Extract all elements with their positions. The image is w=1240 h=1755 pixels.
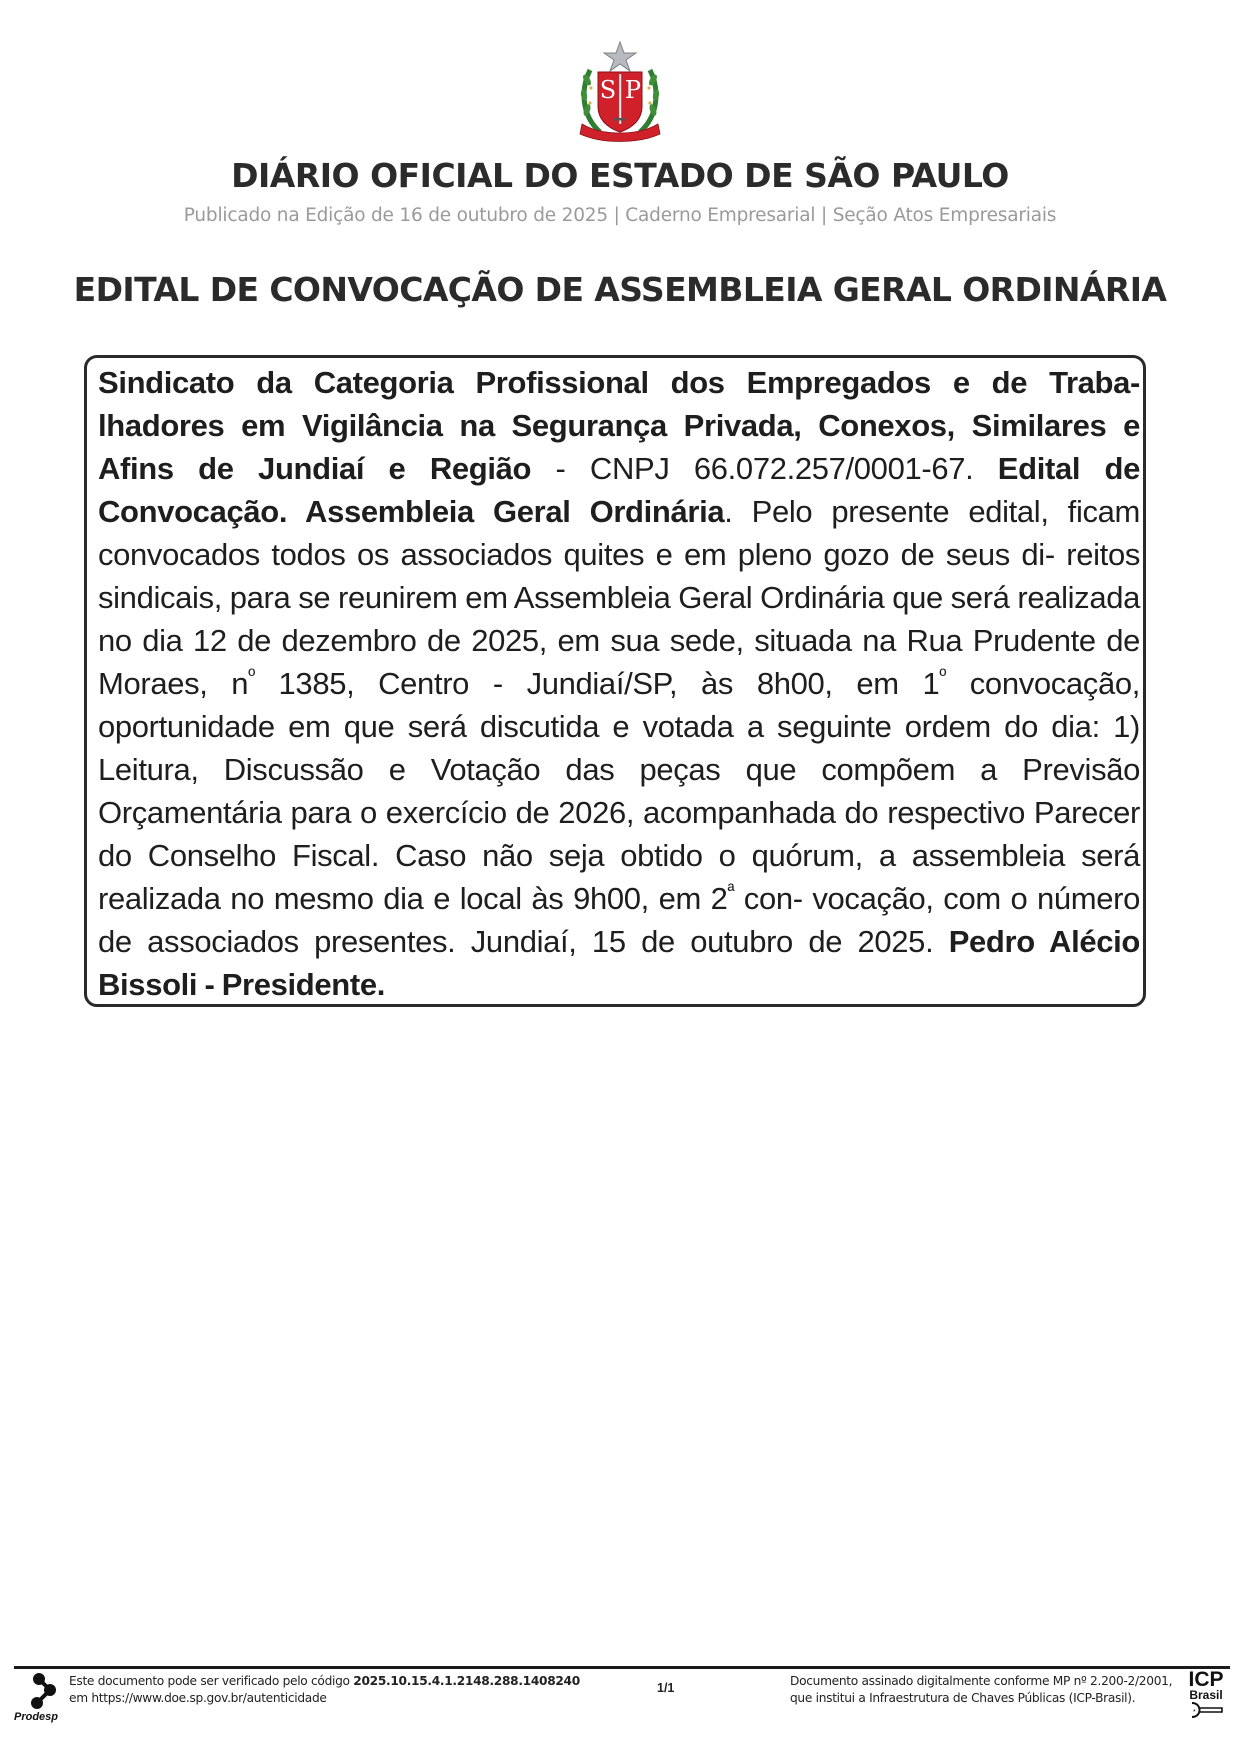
publication-title: DIÁRIO OFICIAL DO ESTADO DE SÃO PAULO	[231, 156, 1009, 195]
emblem-letter-p: P	[624, 76, 642, 104]
notice-title: EDITAL DE CONVOCAÇÃO DE ASSEMBLEIA GERAL ORDINÁRIA	[73, 270, 1167, 309]
entity-name-part1: Sindicato da Categoria Profissional dos Empregados e de Traba-	[98, 365, 1140, 400]
body-text: 1385, Centro - Jundiaí/SP, às 8h00, em 1	[254, 666, 940, 701]
svg-text:ICP: ICP	[1188, 1668, 1224, 1691]
prodesp-label: Prodesp	[14, 1711, 59, 1723]
svg-text:*: *	[1193, 1709, 1196, 1716]
cnpj-text: - CNPJ 66.072.257/0001-67.	[531, 451, 998, 486]
verification-info	[69, 1673, 580, 1707]
body-text: vocação, com o número de associados presentes. Jundiaí, 15 de outubro de 2025.	[98, 881, 1141, 959]
body-text: . Pelo presente edital, ficam convocados todos os associados quites e em pleno gozo de seus di-	[98, 494, 1140, 572]
ordinal-mark: º	[248, 666, 255, 687]
entity-name-part2: lhadores em Vigilância na Segurança Privada, Conexos, Similares e Afins de Jundiaí e Região	[98, 408, 1140, 486]
signed-line-2: que institui a Infraestrutura de Chaves Públicas (ICP-Brasil).	[790, 1691, 1136, 1705]
notice-heading: Edital de Convocação. Assembleia Geral Ordinária	[98, 451, 1140, 529]
signed-line-1: Documento assinado digitalmente conforme MP nº 2.200-2/2001,	[790, 1674, 1173, 1688]
svg-text:Brasil: Brasil	[1189, 1688, 1223, 1702]
footer-divider	[14, 1666, 1230, 1669]
verification-url[interactable]: em https://www.doe.sp.gov.br/autenticidade	[69, 1691, 327, 1705]
ordinal-mark: ª	[727, 881, 735, 902]
verify-text: Este documento pode ser verificado pelo código	[69, 1674, 354, 1688]
signature-notice	[790, 1673, 1172, 1707]
page-number: 1/1	[657, 1681, 675, 1695]
sao-paulo-coat-of-arms-icon	[576, 40, 664, 146]
signature: Pedro Alécio Bissoli - Presidente.	[98, 924, 1140, 1002]
emblem-letter-s: S	[599, 76, 617, 104]
notice-body	[98, 361, 1140, 1006]
body-text: con-	[734, 881, 803, 916]
publication-subtitle: Publicado na Edição de 16 de outubro de 2025 | Caderno Empresarial | Seção Atos Empresariais	[183, 205, 1057, 226]
body-text: reitos sindicais, para se reunirem em Assembleia Geral Ordinária que será realizada no dia 12 de dezembro de 2025, em sua sede, situada na Rua Prudente de Moraes, n	[98, 537, 1140, 701]
body-text: convocação, oportunidade em que será discutida e votada a seguinte ordem do dia: 1) Leitura, Discussão e Votação das peças que compõem a Previsão Orçamentária para o exercício de 2026, acompanhada do respectivo Parecer do Conselho Fiscal. Caso não seja obtido o quórum, a assembleia será realizada no mesmo dia e local às 9h00, em 2	[98, 666, 1140, 916]
verification-code: 2025.10.15.4.1.2148.288.1408240	[353, 1674, 580, 1688]
ordinal-mark: º	[939, 666, 947, 687]
icp-brasil-logo-icon	[1184, 1667, 1228, 1721]
